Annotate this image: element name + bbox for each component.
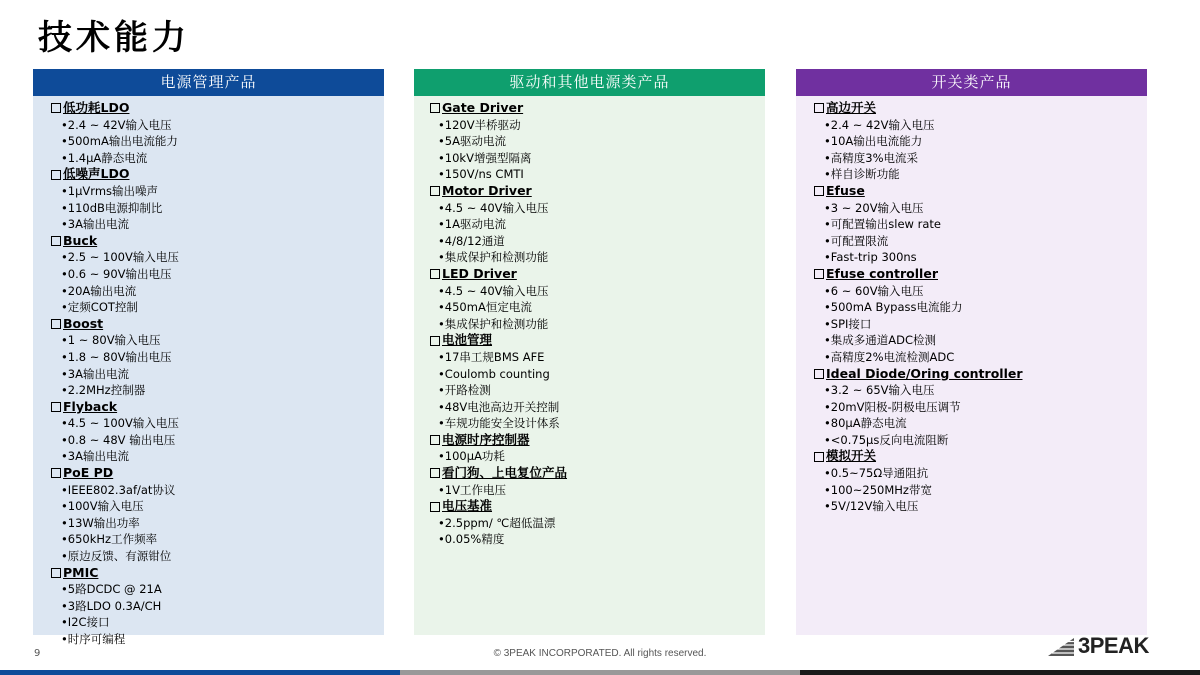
- product-section: [796, 266, 1147, 366]
- spec-item: • 450mA恒定电流: [414, 299, 765, 316]
- spec-item: • 100V输入电压: [33, 498, 384, 515]
- column-header: 驱动和其他电源类产品: [414, 69, 765, 96]
- spec-item: • 120V半桥驱动: [414, 117, 765, 134]
- section-title: [796, 366, 1147, 383]
- column-header: 开关类产品: [796, 69, 1147, 96]
- section-title: [414, 266, 765, 283]
- product-section: [414, 432, 765, 465]
- section-title-label: Efuse controller: [826, 265, 938, 281]
- section-title: [796, 100, 1147, 117]
- section-title-label: Gate Driver: [442, 100, 524, 115]
- product-section: [33, 233, 384, 316]
- spec-item: • 车规功能安全设计体系: [414, 415, 765, 432]
- product-section: [33, 465, 384, 565]
- section-title: [33, 399, 384, 416]
- spec-item: • 500mA Bypass电流能力: [796, 299, 1147, 316]
- checkbox-icon: [430, 186, 440, 196]
- column-body: [33, 96, 384, 646]
- spec-item: • Fast-trip 300ns: [796, 249, 1147, 266]
- peak-logo-icon: [1046, 634, 1076, 658]
- product-section: [414, 332, 765, 432]
- spec-item: • 2.4 ~ 42V输入电压: [33, 117, 384, 134]
- checkbox-icon: [430, 103, 440, 113]
- spec-item: • 3A输出电流: [33, 448, 384, 465]
- section-title-label: PMIC: [63, 564, 99, 580]
- section-title-label: 低噪声LDO: [63, 166, 130, 182]
- checkbox-icon: [814, 269, 824, 279]
- section-title: [33, 565, 384, 582]
- spec-item: • 10A输出电流能力: [796, 133, 1147, 150]
- spec-item: • 1μVrms输出噪声: [33, 183, 384, 200]
- section-title: [414, 432, 765, 449]
- checkbox-icon: [814, 369, 824, 379]
- spec-item: • 集成多通道ADC检测: [796, 332, 1147, 349]
- checkbox-icon: [814, 452, 824, 462]
- copyright-text: © 3PEAK INCORPORATED. All rights reserved.: [493, 648, 707, 659]
- slide-title: 技术能力: [38, 18, 190, 58]
- section-title-label: Motor Driver: [442, 182, 532, 198]
- section-title-label: Ideal Diode/Oring controller: [826, 365, 1023, 381]
- section-title-label: Flyback: [63, 398, 118, 414]
- section-title-label: 模拟开关: [826, 448, 877, 464]
- checkbox-icon: [51, 170, 61, 180]
- product-section: [796, 100, 1147, 183]
- product-section: [414, 498, 765, 548]
- product-section: [796, 448, 1147, 514]
- spec-item: • 1A驱动电流: [414, 216, 765, 233]
- spec-item: • 10kV增强型隔离: [414, 150, 765, 167]
- section-title: [414, 332, 765, 349]
- column-switch-products: [796, 69, 1147, 635]
- section-title-label: 电池管理: [442, 332, 493, 348]
- spec-item: • 150V/ns CMTI: [414, 166, 765, 183]
- checkbox-icon: [814, 186, 824, 196]
- checkbox-icon: [814, 103, 824, 113]
- product-section: [33, 565, 384, 648]
- checkbox-icon: [51, 568, 61, 578]
- section-title: [414, 465, 765, 482]
- section-title: [33, 166, 384, 183]
- spec-item: • 定频COT控制: [33, 299, 384, 316]
- product-section: [33, 166, 384, 232]
- page-number: 9: [34, 648, 41, 659]
- section-title: [33, 100, 384, 117]
- section-title-label: Boost: [63, 315, 104, 331]
- section-title-label: 看门狗、上电复位产品: [442, 465, 568, 481]
- section-title: [414, 498, 765, 515]
- spec-item: • 5路DCDC @ 21A: [33, 581, 384, 598]
- spec-item: • 样自诊断功能: [796, 166, 1147, 183]
- spec-item: • 2.4 ~ 42V输入电压: [796, 117, 1147, 134]
- spec-item: • IEEE802.3af/at协议: [33, 482, 384, 499]
- checkbox-icon: [51, 402, 61, 412]
- column-header: 电源管理产品: [33, 69, 384, 96]
- section-title: [33, 465, 384, 482]
- section-title: [414, 183, 765, 200]
- spec-item: • 可配置输出slew rate: [796, 216, 1147, 233]
- spec-item: • 高精度3%电流采: [796, 150, 1147, 167]
- spec-item: • 1.8 ~ 80V输出电压: [33, 349, 384, 366]
- product-section: [796, 366, 1147, 449]
- product-section: [33, 399, 384, 465]
- spec-item: • SPI接口: [796, 316, 1147, 333]
- column-driver-products: [414, 69, 765, 635]
- section-title-label: LED Driver: [442, 265, 517, 281]
- spec-item: • 4/8/12通道: [414, 233, 765, 250]
- checkbox-icon: [51, 319, 61, 329]
- section-title: [796, 183, 1147, 200]
- product-section: [33, 100, 384, 166]
- spec-item: • 高精度2%电流检测ADC: [796, 349, 1147, 366]
- spec-item: • 3路LDO 0.3A/CH: [33, 598, 384, 615]
- spec-item: • 100μA功耗: [414, 448, 765, 465]
- spec-item: • Coulomb counting: [414, 366, 765, 383]
- spec-item: • 80μA静态电流: [796, 415, 1147, 432]
- spec-item: • I2C接口: [33, 614, 384, 631]
- spec-item: • 1 ~ 80V输入电压: [33, 332, 384, 349]
- column-body: [414, 96, 765, 635]
- company-logo: [1046, 633, 1149, 659]
- spec-item: • 4.5 ~ 100V输入电压: [33, 415, 384, 432]
- product-section: [414, 100, 765, 183]
- spec-item: • 20A输出电流: [33, 283, 384, 300]
- spec-item: • 集成保护和检测功能: [414, 249, 765, 266]
- checkbox-icon: [430, 336, 440, 346]
- spec-item: • 100~250MHz带宽: [796, 482, 1147, 499]
- checkbox-icon: [51, 103, 61, 113]
- checkbox-icon: [430, 468, 440, 478]
- section-title-label: 电源时序控制器: [442, 431, 530, 447]
- spec-item: • 110dB电源抑制比: [33, 200, 384, 217]
- spec-item: • 650kHz工作频率: [33, 531, 384, 548]
- section-title: [796, 266, 1147, 283]
- spec-item: • 0.8 ~ 48V 输出电压: [33, 432, 384, 449]
- section-title-label: 高边开关: [826, 100, 877, 115]
- product-section: [414, 266, 765, 332]
- spec-item: • 时序可编程: [33, 631, 384, 648]
- spec-item: • 原边反馈、有源钳位: [33, 548, 384, 565]
- spec-item: • 4.5 ~ 40V输入电压: [414, 283, 765, 300]
- product-section: [796, 183, 1147, 266]
- spec-item: • 500mA输出电流能力: [33, 133, 384, 150]
- spec-item: • 0.5~75Ω导通阻抗: [796, 465, 1147, 482]
- checkbox-icon: [430, 269, 440, 279]
- product-section: [33, 316, 384, 399]
- product-section: [414, 465, 765, 498]
- checkbox-icon: [51, 236, 61, 246]
- spec-item: • 集成保护和检测功能: [414, 316, 765, 333]
- spec-item: • 3A输出电流: [33, 216, 384, 233]
- spec-item: • 0.6 ~ 90V输出电压: [33, 266, 384, 283]
- checkbox-icon: [430, 435, 440, 445]
- spec-item: • 5V/12V输入电压: [796, 498, 1147, 515]
- spec-item: • 4.5 ~ 40V输入电压: [414, 200, 765, 217]
- spec-item: • 20mV阳极-阴极电压调节: [796, 399, 1147, 416]
- section-title: [33, 316, 384, 333]
- spec-item: • 3.2 ~ 65V输入电压: [796, 382, 1147, 399]
- checkbox-icon: [430, 502, 440, 512]
- spec-item: • 开路检测: [414, 382, 765, 399]
- spec-item: • 3 ~ 20V输入电压: [796, 200, 1147, 217]
- spec-item: • 2.5 ~ 100V输入电压: [33, 249, 384, 266]
- spec-item: • <0.75μs反向电流阻断: [796, 432, 1147, 449]
- section-title-label: Buck: [63, 232, 98, 248]
- spec-item: • 1V工作电压: [414, 482, 765, 499]
- section-title-label: 低功耗LDO: [63, 100, 130, 115]
- column-body: [796, 96, 1147, 635]
- spec-item: • 可配置限流: [796, 233, 1147, 250]
- spec-item: • 17串工规BMS AFE: [414, 349, 765, 366]
- spec-item: • 13W输出功率: [33, 515, 384, 532]
- spec-item: • 6 ~ 60V输入电压: [796, 283, 1147, 300]
- column-power-management: [33, 69, 384, 646]
- spec-item: • 2.5ppm/ ℃超低温漂: [414, 515, 765, 532]
- section-title-label: 电压基准: [442, 498, 493, 514]
- spec-item: • 0.05%精度: [414, 531, 765, 548]
- spec-item: • 48V电池高边开关控制: [414, 399, 765, 416]
- spec-item: • 2.2MHz控制器: [33, 382, 384, 399]
- logo-text: 3PEAK: [1078, 633, 1149, 658]
- section-title: [33, 233, 384, 250]
- spec-item: • 1.4μA静态电流: [33, 150, 384, 167]
- section-title-label: PoE PD: [63, 465, 114, 481]
- section-title: [414, 100, 765, 117]
- bottom-accent-bar: [0, 670, 1200, 675]
- product-section: [414, 183, 765, 266]
- spec-item: • 3A输出电流: [33, 366, 384, 383]
- spec-item: • 5A驱动电流: [414, 133, 765, 150]
- section-title: [796, 448, 1147, 465]
- checkbox-icon: [51, 468, 61, 478]
- section-title-label: Efuse: [826, 182, 865, 198]
